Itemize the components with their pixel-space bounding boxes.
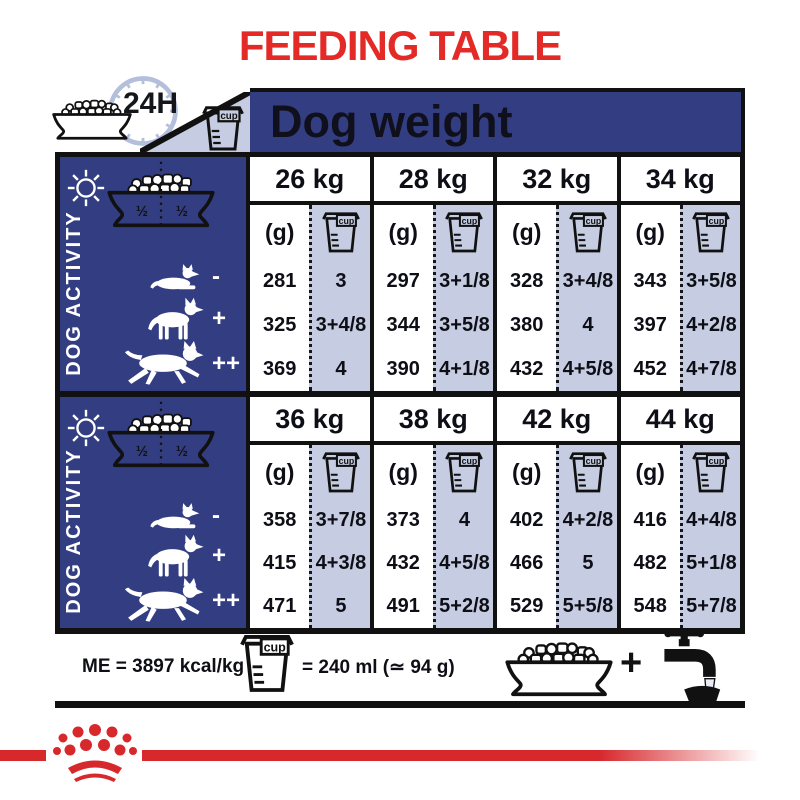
- cups-value: 4+5/8: [439, 552, 490, 574]
- cups-value: 4+3/8: [315, 552, 367, 574]
- half-ration-bowl-icon: [102, 159, 220, 239]
- weight-column-26kg: [250, 157, 374, 391]
- measuring-cup-icon: [569, 449, 607, 495]
- weight-header: 36 kg: [250, 397, 370, 445]
- grams-value: 452: [633, 357, 667, 380]
- royal-canin-crown-logo: [48, 724, 142, 782]
- grams-value: 344: [386, 313, 420, 336]
- activity-row-moderate: [94, 297, 240, 341]
- activity-row-moderate: [94, 534, 240, 578]
- svg-text:cup: cup: [263, 640, 286, 655]
- activity-row-high: [94, 341, 240, 387]
- brand-band-right: [142, 750, 760, 761]
- grams-value: 416: [633, 509, 667, 531]
- feeding-section-2: [55, 397, 745, 634]
- dog-running-icon: [119, 341, 207, 387]
- plus-sign: +: [620, 642, 643, 684]
- weight-header: 38 kg: [374, 397, 494, 445]
- weight-header: 42 kg: [497, 397, 617, 445]
- cups-value: 4+5/8: [562, 357, 614, 380]
- weight-column-36kg: [250, 397, 374, 628]
- grams-value: 325: [263, 313, 297, 336]
- dog-activity-label: DOG ACTIVITY: [63, 209, 85, 376]
- cup-word: cup: [220, 111, 238, 122]
- dog-weight-label: Dog weight: [270, 96, 513, 147]
- cups-value: 3: [335, 269, 347, 292]
- grams-value: 432: [386, 552, 420, 574]
- dog-standing-icon: [141, 297, 207, 341]
- grams-value: 390: [386, 357, 420, 380]
- grams-header: (g): [512, 218, 542, 245]
- cups-value: 4: [458, 509, 470, 531]
- grams-value: 369: [263, 357, 297, 380]
- food-bowl-icon: [502, 636, 616, 698]
- svg-text:cup: cup: [709, 215, 725, 226]
- grams-header: (g): [388, 218, 418, 245]
- cups-value: 4: [335, 357, 347, 380]
- activity-symbol-low: -: [212, 501, 220, 529]
- grams-value: 343: [633, 269, 667, 292]
- 24h-label: 24H: [123, 87, 179, 120]
- measuring-cup-icon: [692, 449, 730, 495]
- dog-resting-icon: [149, 501, 207, 531]
- grams-value: 432: [510, 357, 544, 380]
- dog-standing-icon: [141, 534, 207, 578]
- weight-column-38kg: [374, 397, 498, 628]
- cups-value: 3+5/8: [686, 269, 737, 292]
- grams-value: 373: [386, 509, 420, 531]
- weight-column-44kg: [621, 397, 741, 628]
- sun-icon: [65, 167, 107, 209]
- activity-symbol-moderate: +: [212, 542, 227, 569]
- activity-symbol-high: ++: [212, 350, 241, 377]
- svg-text:cup: cup: [585, 215, 602, 226]
- measuring-cup-icon: [322, 449, 360, 495]
- svg-text:cup: cup: [709, 455, 725, 466]
- cups-value: 3+4/8: [562, 269, 614, 292]
- activity-symbol-moderate: +: [212, 305, 227, 332]
- activity-row-low: [94, 257, 240, 297]
- grams-header: (g): [635, 218, 665, 245]
- cup-equivalence-label: = 240 ml (≃ 94 g): [302, 657, 455, 678]
- half-right-label: ½: [175, 444, 188, 461]
- cups-value: 4+7/8: [686, 357, 737, 380]
- cups-value: 5: [335, 595, 347, 617]
- weight-header: 26 kg: [250, 157, 370, 205]
- sun-icon: [65, 407, 107, 449]
- activity-levels: [94, 257, 240, 387]
- dog-resting-icon: [149, 262, 207, 292]
- page-title: FEEDING TABLE: [238, 22, 562, 69]
- grams-value: 358: [263, 509, 297, 531]
- activity-symbol-high: ++: [212, 587, 241, 614]
- grams-value: 297: [386, 269, 420, 292]
- activity-symbol-low: -: [212, 263, 220, 290]
- brand-band-left: [0, 750, 46, 761]
- grams-value: 380: [510, 313, 544, 336]
- weight-header: 34 kg: [621, 157, 741, 205]
- dog-activity-panel: [60, 397, 250, 628]
- dog-running-icon: [119, 578, 207, 624]
- weight-header: 32 kg: [497, 157, 617, 205]
- grams-header: (g): [265, 218, 295, 245]
- cups-value: 4+4/8: [686, 509, 737, 531]
- dog-activity-panel: [60, 157, 250, 391]
- grams-value: 466: [510, 552, 544, 574]
- cups-value: 4+1/8: [439, 357, 490, 380]
- cups-value: 5: [582, 552, 594, 574]
- grams-header: (g): [635, 458, 665, 485]
- weight-column-42kg: [497, 397, 621, 628]
- weight-column-28kg: [374, 157, 498, 391]
- cups-value: 5+5/8: [562, 595, 614, 617]
- cups-value: 3+4/8: [315, 313, 367, 336]
- cups-value: 3+7/8: [315, 509, 367, 531]
- weight-column-32kg: [497, 157, 621, 391]
- feeding-section-1: [55, 157, 745, 397]
- water-tap-icon: [650, 626, 722, 708]
- dog-weight-banner: [250, 88, 745, 152]
- cups-value: 4+2/8: [686, 313, 737, 336]
- moon-icon: [212, 411, 238, 447]
- weight-header: 44 kg: [621, 397, 741, 445]
- weight-header: 28 kg: [374, 157, 494, 205]
- half-left-label: ½: [135, 444, 148, 461]
- grams-value: 471: [263, 595, 297, 617]
- grams-header: (g): [512, 458, 542, 485]
- svg-text:cup: cup: [338, 215, 355, 226]
- grams-value: 529: [510, 595, 544, 617]
- cups-value: 4: [582, 313, 594, 336]
- svg-text:cup: cup: [462, 455, 478, 466]
- weight-column-34kg: [621, 157, 741, 391]
- activity-row-low: [94, 497, 240, 534]
- grams-value: 397: [633, 313, 667, 336]
- svg-text:cup: cup: [338, 455, 355, 466]
- activity-row-high: [94, 578, 240, 624]
- half-ration-bowl-icon: [102, 399, 220, 479]
- measuring-cup-icon: [240, 630, 294, 696]
- measuring-cup-icon: [692, 209, 730, 255]
- measuring-cup-icon: [202, 104, 244, 152]
- grams-header: (g): [388, 458, 418, 485]
- divider-rule: [55, 701, 745, 708]
- grams-value: 328: [510, 269, 544, 292]
- moon-icon: [212, 171, 238, 207]
- cups-value: 3+1/8: [439, 269, 490, 292]
- svg-text:cup: cup: [585, 455, 602, 466]
- grams-value: 415: [263, 552, 297, 574]
- measuring-cup-icon: [322, 209, 360, 255]
- grams-header: (g): [265, 458, 295, 485]
- measuring-cup-icon: [569, 209, 607, 255]
- grams-value: 548: [633, 595, 667, 617]
- metabolizable-energy-label: ME = 3897 kcal/kg: [82, 656, 245, 677]
- grams-value: 281: [263, 269, 297, 292]
- cups-value: 5+2/8: [439, 595, 490, 617]
- activity-levels: [94, 497, 240, 624]
- measuring-cup-icon: [445, 449, 483, 495]
- cups-value: 5+1/8: [686, 552, 737, 574]
- cups-value: 4+2/8: [562, 509, 614, 531]
- half-right-label: ½: [175, 204, 188, 221]
- food-bowl-icon: [50, 95, 134, 141]
- grams-value: 482: [633, 552, 667, 574]
- dog-activity-label: DOG ACTIVITY: [63, 448, 85, 614]
- measuring-cup-icon: [445, 209, 483, 255]
- grams-value: 491: [386, 595, 420, 617]
- grams-value: 402: [510, 509, 544, 531]
- cups-value: 3+5/8: [439, 313, 490, 336]
- cups-value: 5+7/8: [686, 595, 737, 617]
- svg-text:cup: cup: [462, 215, 478, 226]
- half-left-label: ½: [135, 204, 148, 221]
